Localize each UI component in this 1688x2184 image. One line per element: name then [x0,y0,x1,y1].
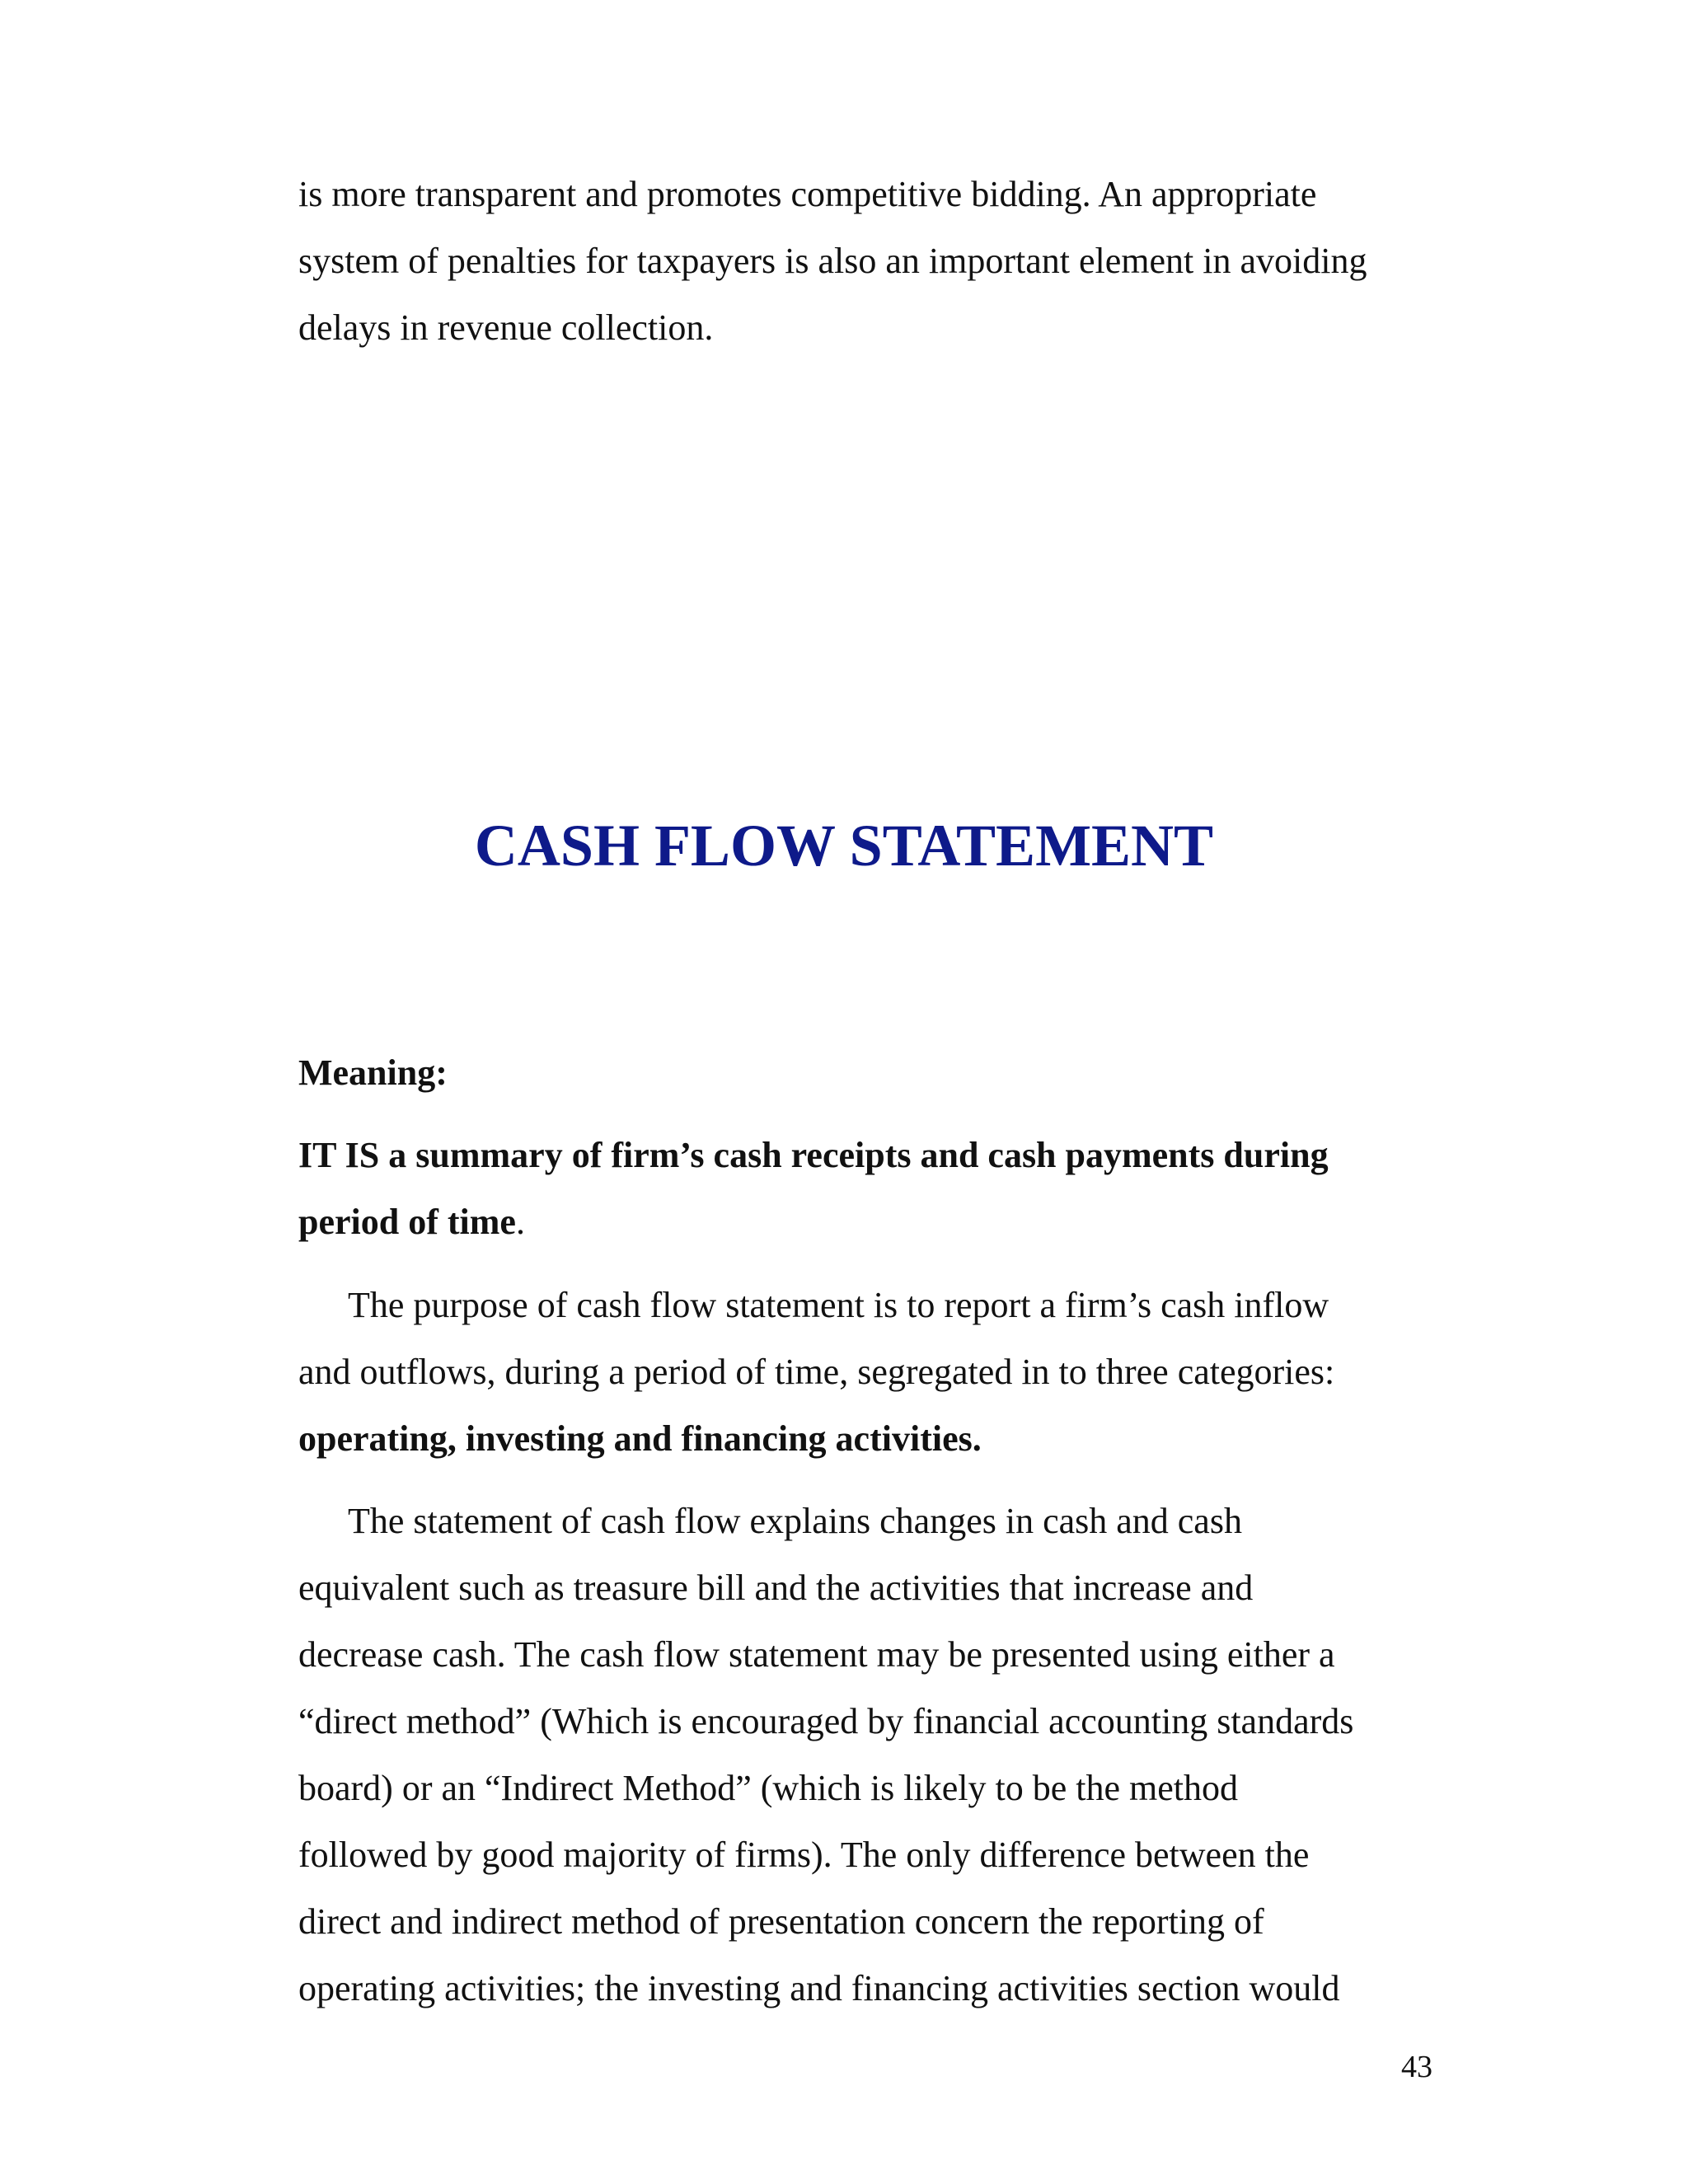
statement-line-8: operating activities; the investing and financing activities section would [298,1968,1340,2008]
purpose-line-2: and outflows, during a period of time, segregated in to three categories: [298,1352,1335,1392]
intro-line-2: system of penalties for taxpayers is also an important element in avoiding [298,241,1367,281]
statement-line-4: “direct method” (Which is encouraged by financial accounting standards [298,1701,1354,1741]
intro-line-1: is more transparent and promotes competitive bidding. An appropriate [298,174,1317,214]
intro-line-3: delays in revenue collection. [298,307,714,348]
definition-line-1: IT IS a summary of firm’s cash receipts and cash payments during [298,1135,1329,1175]
section-title: CASH FLOW STATEMENT [474,813,1214,879]
purpose-line-3: operating, investing and financing activities. [298,1418,982,1459]
page-number: 43 [1401,2050,1432,2084]
statement-line-6: followed by good majority of firms). The only difference between the [298,1835,1310,1875]
statement-line-5: board) or an “Indirect Method” (which is likely to be the method [298,1768,1238,1808]
definition-line-2-text: period of time [298,1202,516,1242]
statement-line-7: direct and indirect method of presentation concern the reporting of [298,1901,1264,1942]
definition-line-2 [298,1201,525,1244]
purpose-line-1: The purpose of cash flow statement is to report a firm’s cash inflow [348,1285,1329,1325]
statement-line-2: equivalent such as treasure bill and the activities that increase and [298,1568,1254,1608]
statement-line-1: The statement of cash flow explains changes in cash and cash [348,1501,1242,1541]
definition-line-2-period: . [515,1202,525,1242]
meaning-heading: Meaning: [298,1052,448,1093]
statement-line-3: decrease cash. The cash flow statement may be presented using either a [298,1634,1335,1675]
